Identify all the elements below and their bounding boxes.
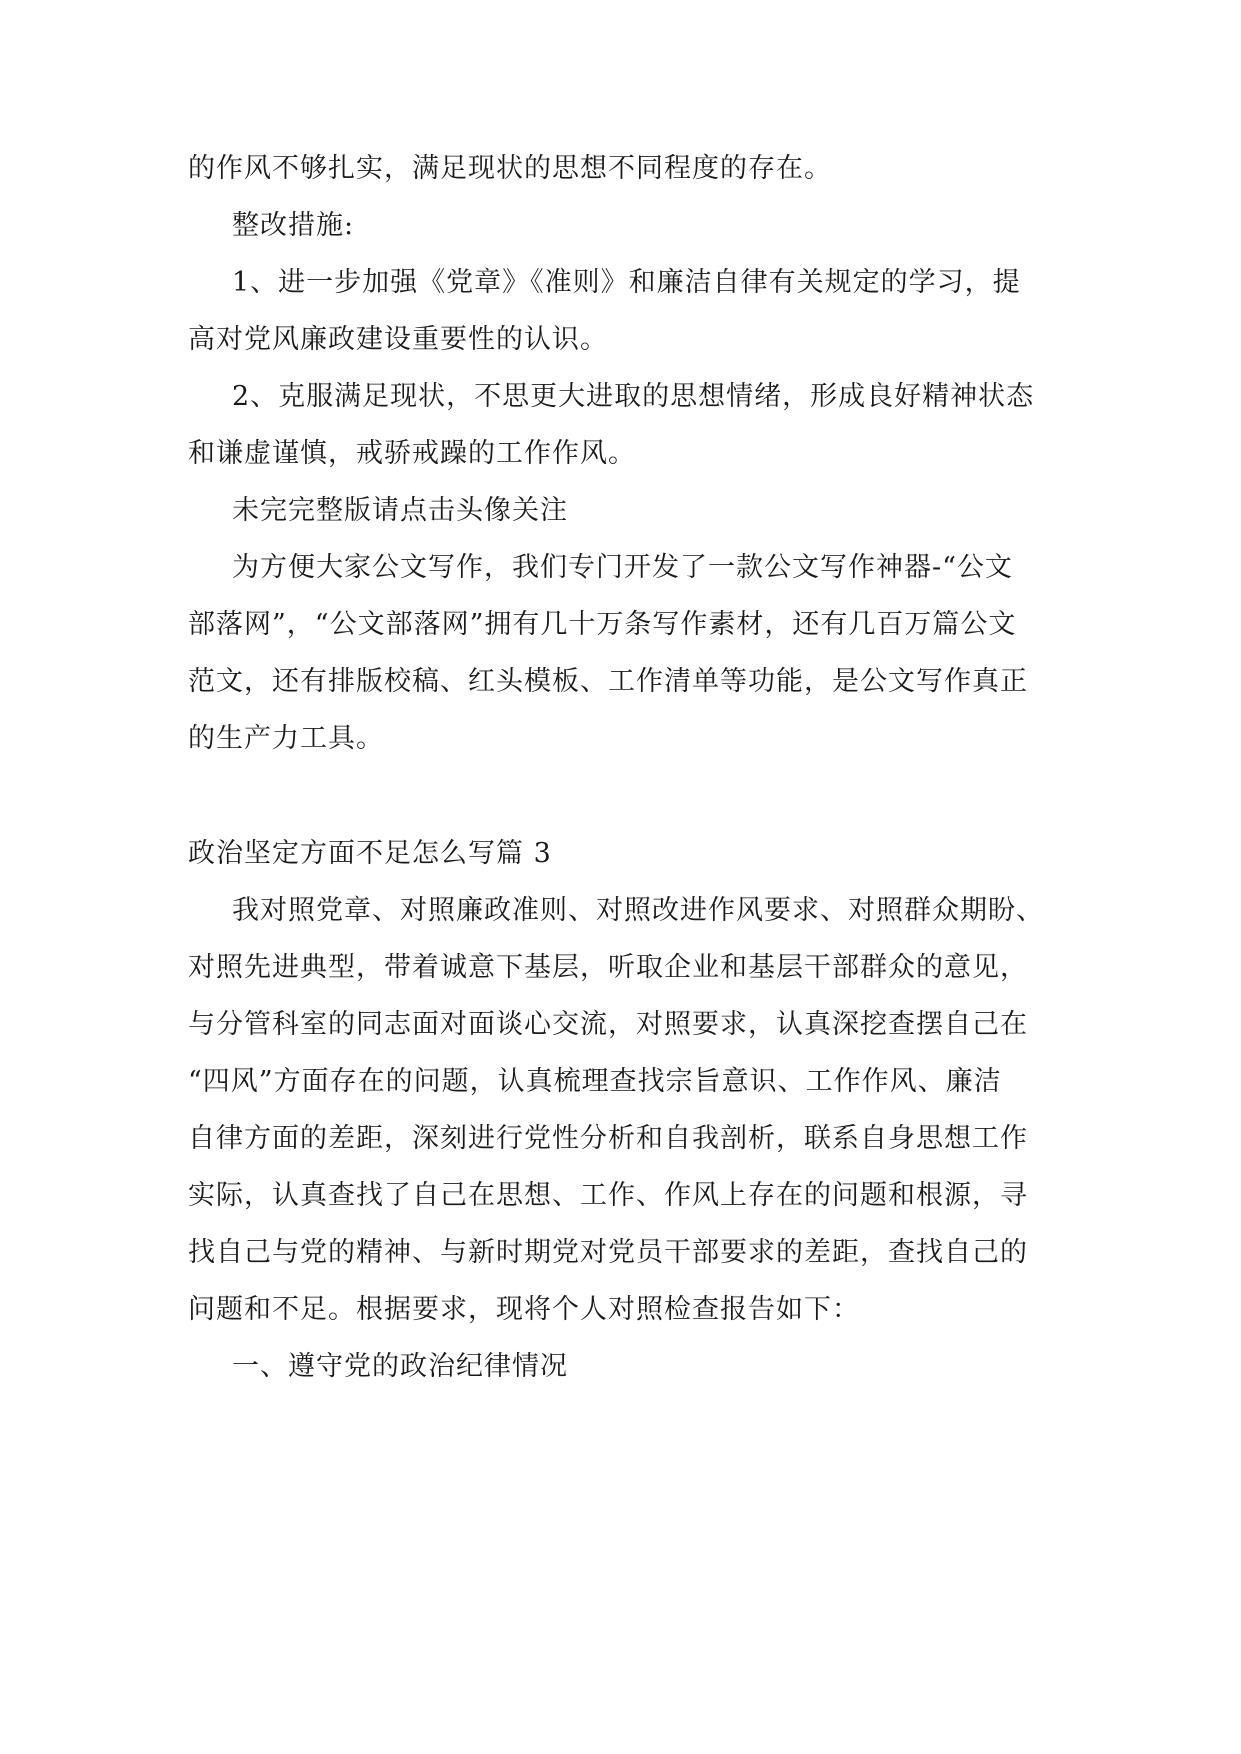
- paragraph-line: 部落网”，“公文部落网”拥有几十万条写作素材，还有几百万篇公文: [188, 609, 1017, 640]
- paragraph-line: 实际，认真查找了自己在思想、工作、作风上存在的问题和根源，寻: [188, 1180, 1028, 1211]
- paragraph-line: 自律方面的差距，深刻进行党性分析和自我剖析，联系自身思想工作: [188, 1123, 1028, 1154]
- paragraph-line: 我对照党章、对照廉政准则、对照改进作风要求、对照群众期盼、: [232, 895, 1044, 926]
- paragraph-line: 找自己与党的精神、与新时期党对党员干部要求的差距，查找自己的: [188, 1237, 1028, 1268]
- section-heading: 整改措施:: [232, 210, 355, 241]
- paragraph-line: 问题和不足。根据要求，现将个人对照检查报告如下：: [188, 1294, 860, 1325]
- paragraph-line: 与分管科室的同志面对面谈心交流，对照要求，认真深挖查摆自己在: [188, 1009, 1028, 1040]
- paragraph-line: 高对党风廉政建设重要性的认识。: [188, 324, 608, 355]
- paragraph-line: 的生产力工具。: [188, 723, 384, 754]
- paragraph-line: 2、克服满足现状，不思更大进取的思想情绪，形成良好精神状态: [232, 381, 1035, 412]
- paragraph-line: 1、进一步加强《党章》《准则》和廉洁自律有关规定的学习，提: [232, 267, 1021, 298]
- paragraph-line: 和谦虚谨慎，戒骄戒躁的工作作风。: [188, 438, 636, 469]
- paragraph-line: 的作风不够扎实，满足现状的思想不同程度的存在。: [188, 153, 832, 184]
- paragraph-line: 范文，还有排版校稿、红头模板、工作清单等功能，是公文写作真正: [188, 666, 1028, 697]
- paragraph-line: “四风”方面存在的问题，认真梳理查找宗旨意识、工作作风、廉洁: [188, 1066, 1002, 1097]
- notice-line: 未完完整版请点击头像关注: [232, 495, 568, 526]
- paragraph-line: 为方便大家公文写作，我们专门开发了一款公文写作神器-“公文: [232, 552, 1013, 583]
- paragraph-line: 对照先进典型，带着诚意下基层，听取企业和基层干部群众的意见，: [188, 952, 1028, 983]
- section-heading: 一、遵守党的政治纪律情况: [232, 1351, 568, 1382]
- article-title: 政治坚定方面不足怎么写篇 3: [188, 838, 552, 869]
